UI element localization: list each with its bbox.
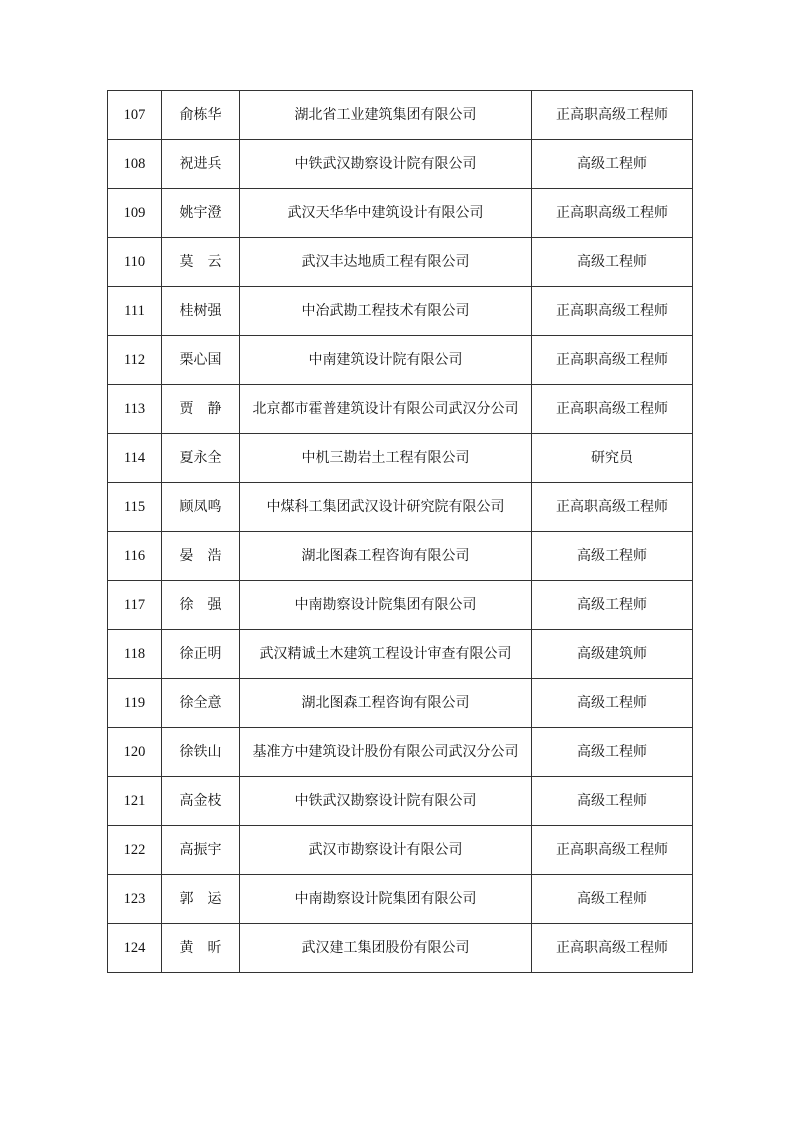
- cell-number: 116: [108, 532, 162, 581]
- cell-organization: 武汉天华华中建筑设计有限公司: [240, 189, 532, 238]
- cell-title: 研究员: [532, 434, 693, 483]
- cell-organization: 中机三勘岩土工程有限公司: [240, 434, 532, 483]
- cell-title: 正高职高级工程师: [532, 287, 693, 336]
- cell-organization: 中南勘察设计院集团有限公司: [240, 581, 532, 630]
- cell-number: 113: [108, 385, 162, 434]
- cell-number: 124: [108, 924, 162, 973]
- cell-number: 118: [108, 630, 162, 679]
- table-row: [108, 336, 693, 385]
- table-row: [108, 679, 693, 728]
- cell-title: 高级建筑师: [532, 630, 693, 679]
- cell-title: 高级工程师: [532, 140, 693, 189]
- cell-number: 107: [108, 91, 162, 140]
- cell-name: 祝进兵: [162, 140, 240, 189]
- table-row: [108, 287, 693, 336]
- cell-name: 俞栋华: [162, 91, 240, 140]
- table-row: [108, 385, 693, 434]
- cell-number: 114: [108, 434, 162, 483]
- cell-title: 正高职高级工程师: [532, 189, 693, 238]
- cell-organization: 中铁武汉勘察设计院有限公司: [240, 140, 532, 189]
- table-row: [108, 924, 693, 973]
- cell-name: 高金枝: [162, 777, 240, 826]
- table-row: [108, 728, 693, 777]
- cell-number: 108: [108, 140, 162, 189]
- table-row: [108, 777, 693, 826]
- cell-title: 高级工程师: [532, 238, 693, 287]
- cell-name: 徐铁山: [162, 728, 240, 777]
- cell-number: 110: [108, 238, 162, 287]
- cell-title: 高级工程师: [532, 532, 693, 581]
- cell-organization: 湖北省工业建筑集团有限公司: [240, 91, 532, 140]
- table-row: [108, 532, 693, 581]
- cell-title: 高级工程师: [532, 679, 693, 728]
- cell-organization: 湖北图森工程咨询有限公司: [240, 679, 532, 728]
- cell-name: 郭 运: [162, 875, 240, 924]
- table-row: [108, 189, 693, 238]
- cell-number: 109: [108, 189, 162, 238]
- cell-title: 正高职高级工程师: [532, 91, 693, 140]
- table-row: [108, 581, 693, 630]
- table-row: [108, 630, 693, 679]
- cell-organization: 武汉精诚土木建筑工程设计审查有限公司: [240, 630, 532, 679]
- cell-name: 栗心国: [162, 336, 240, 385]
- personnel-table-sheet: [107, 90, 693, 973]
- cell-title: 正高职高级工程师: [532, 483, 693, 532]
- cell-title: 正高职高级工程师: [532, 826, 693, 875]
- cell-number: 120: [108, 728, 162, 777]
- cell-number: 111: [108, 287, 162, 336]
- table-row: [108, 140, 693, 189]
- cell-name: 徐 强: [162, 581, 240, 630]
- cell-organization: 中南勘察设计院集团有限公司: [240, 875, 532, 924]
- cell-organization: 中铁武汉勘察设计院有限公司: [240, 777, 532, 826]
- personnel-table: [107, 90, 693, 973]
- cell-title: 正高职高级工程师: [532, 385, 693, 434]
- cell-number: 112: [108, 336, 162, 385]
- cell-organization: 湖北图森工程咨询有限公司: [240, 532, 532, 581]
- cell-number: 122: [108, 826, 162, 875]
- cell-number: 117: [108, 581, 162, 630]
- cell-organization: 武汉丰达地质工程有限公司: [240, 238, 532, 287]
- cell-organization: 基准方中建筑设计股份有限公司武汉分公司: [240, 728, 532, 777]
- table-row: [108, 483, 693, 532]
- table-row: [108, 434, 693, 483]
- cell-organization: 中南建筑设计院有限公司: [240, 336, 532, 385]
- cell-organization: 武汉建工集团股份有限公司: [240, 924, 532, 973]
- cell-name: 徐全意: [162, 679, 240, 728]
- table-row: [108, 826, 693, 875]
- cell-name: 顾凤鸣: [162, 483, 240, 532]
- table-row: [108, 91, 693, 140]
- cell-name: 高振宇: [162, 826, 240, 875]
- cell-organization: 武汉市勘察设计有限公司: [240, 826, 532, 875]
- cell-number: 115: [108, 483, 162, 532]
- cell-title: 高级工程师: [532, 581, 693, 630]
- cell-title: 高级工程师: [532, 777, 693, 826]
- cell-title: 正高职高级工程师: [532, 336, 693, 385]
- cell-name: 桂树强: [162, 287, 240, 336]
- table-body: [108, 91, 693, 973]
- cell-title: 高级工程师: [532, 875, 693, 924]
- cell-organization: 中煤科工集团武汉设计研究院有限公司: [240, 483, 532, 532]
- cell-name: 晏 浩: [162, 532, 240, 581]
- cell-title: 高级工程师: [532, 728, 693, 777]
- cell-name: 莫 云: [162, 238, 240, 287]
- cell-name: 姚宇澄: [162, 189, 240, 238]
- cell-number: 121: [108, 777, 162, 826]
- table-row: [108, 875, 693, 924]
- cell-name: 夏永全: [162, 434, 240, 483]
- table-row: [108, 238, 693, 287]
- cell-name: 徐正明: [162, 630, 240, 679]
- cell-organization: 中冶武勘工程技术有限公司: [240, 287, 532, 336]
- cell-name: 黄 昕: [162, 924, 240, 973]
- cell-number: 119: [108, 679, 162, 728]
- cell-name: 贾 静: [162, 385, 240, 434]
- cell-organization: 北京都市霍普建筑设计有限公司武汉分公司: [240, 385, 532, 434]
- cell-title: 正高职高级工程师: [532, 924, 693, 973]
- cell-number: 123: [108, 875, 162, 924]
